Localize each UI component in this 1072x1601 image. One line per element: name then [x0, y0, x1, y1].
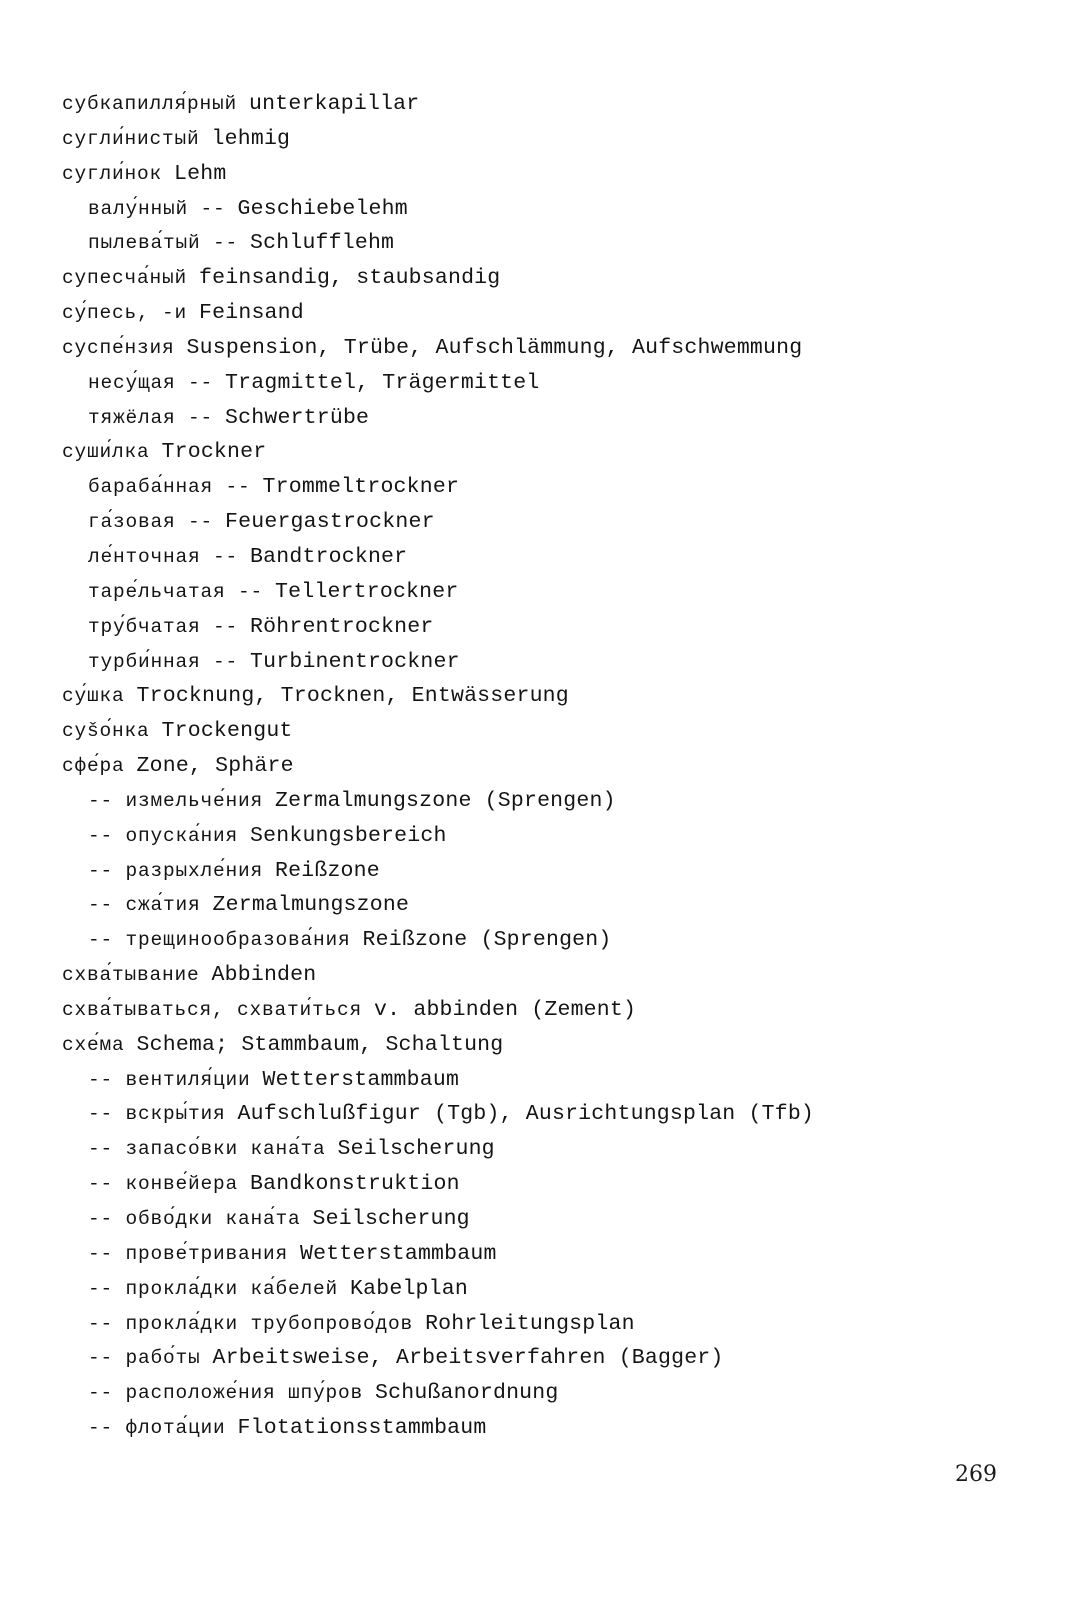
german-translation: unterkapillar [249, 92, 420, 116]
dictionary-subentry [62, 1097, 1052, 1132]
russian-term: схва́тывание [62, 964, 200, 987]
dictionary-entry [62, 958, 1052, 993]
german-translation: Trocknung, Trocknen, Entwässerung [136, 684, 569, 709]
russian-term: турби́нная -- [88, 650, 239, 673]
german-translation: Zone, Sphäre [136, 754, 294, 779]
dictionary-subentry [62, 819, 1052, 854]
german-translation: Tellertrockner [275, 579, 459, 604]
dictionary-subentry [62, 1167, 1052, 1202]
russian-term: тяжёлая -- [88, 406, 214, 429]
dictionary-entry [62, 122, 1052, 157]
dictionary-subentry [62, 1132, 1052, 1167]
dictionary-entry [62, 435, 1052, 470]
dictionary-subentry [62, 1341, 1052, 1376]
russian-term: бараба́нная -- [88, 476, 251, 499]
russian-term: схва́тываться, схвати́ться [62, 998, 363, 1021]
german-translation: Wetterstammbaum [300, 1241, 497, 1266]
russian-term: тру́бчатая -- [88, 615, 239, 638]
russian-term: -- трещинообразова́ния [88, 929, 351, 952]
russian-term: су́песь, -и [62, 302, 188, 325]
german-translation: feinsandig, staubsandig [199, 266, 501, 291]
russian-term: -- опуска́ния [88, 824, 239, 847]
russian-term: -- разрыхле́ния [88, 859, 264, 882]
page-number: 269 [955, 1462, 997, 1487]
dictionary-subentry [62, 610, 1052, 645]
russian-term: -- обво́дки кана́та [88, 1208, 301, 1230]
russian-term: -- прове́тривания [88, 1242, 289, 1265]
german-translation: Schwertrübe [225, 405, 370, 430]
russian-term: га́зовая -- [88, 511, 214, 534]
dictionary-subentry [62, 923, 1052, 958]
russian-term: -- прокла́дки ка́белей [88, 1277, 339, 1300]
russian-term: пылева́тый -- [88, 232, 239, 255]
dictionary-entries [62, 87, 1052, 1446]
dictionary-entry [62, 261, 1052, 296]
german-translation: Feuergastrockner [225, 510, 435, 535]
german-translation: v. abbinden (Zement) [374, 997, 637, 1022]
russian-term: супесча́ный [62, 267, 188, 290]
russian-term: -- измельче́ния [88, 789, 264, 812]
russian-term: сугли́нистый [62, 127, 200, 150]
russian-term: -- флота́ции [88, 1417, 226, 1440]
russian-term: су́шка [62, 685, 125, 708]
russian-term: таре́льчатая -- [88, 580, 264, 603]
russian-term: -- прокла́дки трубопрово́дов [88, 1312, 414, 1335]
russian-term: -- вскры́тия [88, 1103, 226, 1126]
german-translation: Aufschlußfigur (Tgb), Ausrichtungsplan (Tfb) [237, 1102, 815, 1127]
german-translation: Bandtrockner [250, 544, 408, 569]
dictionary-subentry [62, 226, 1052, 261]
german-translation: Flotationsstammbaum [237, 1416, 487, 1441]
german-translation: Seilscherung [337, 1137, 495, 1162]
dictionary-subentry [62, 1307, 1052, 1342]
dictionary-entry [62, 331, 1052, 366]
german-translation: Suspension, Trübe, Aufschlämmung, Aufschwemmung [186, 335, 803, 360]
russian-term: -- конве́йера [88, 1173, 239, 1196]
russian-term: -- сжа́тия [88, 894, 201, 917]
german-translation: Geschiebelehm [237, 196, 408, 221]
german-translation: Bandkonstruktion [250, 1172, 460, 1197]
german-translation: Trockner [161, 440, 267, 465]
russian-term: сугли́нок [62, 162, 163, 185]
russian-term: ле́нточная -- [88, 545, 239, 568]
german-translation: Röhrentrockner [250, 614, 434, 639]
dictionary-subentry [62, 470, 1052, 505]
dictionary-subentry [62, 1272, 1052, 1307]
german-translation: Arbeitsweise, Arbeitsverfahren (Bagger) [212, 1346, 724, 1371]
dictionary-entry [62, 679, 1052, 714]
dictionary-subentry [62, 645, 1052, 680]
russian-term: -- вентиля́ции [88, 1068, 251, 1091]
german-translation: Zermalmungszone (Sprengen) [275, 788, 616, 813]
german-translation: Rohrleitungsplan [425, 1311, 635, 1336]
russian-term: субкапилля́рный [62, 93, 238, 115]
german-translation: Tragmittel, Trägermittel [225, 370, 540, 395]
dictionary-subentry [62, 1376, 1052, 1411]
german-translation: Trockengut [161, 719, 293, 744]
german-translation: Lehm [174, 161, 227, 186]
german-translation: Wetterstammbaum [262, 1067, 460, 1092]
dictionary-entry [62, 296, 1052, 331]
dictionary-subentry [62, 505, 1052, 540]
german-translation: Reißzone (Sprengen) [362, 928, 612, 953]
german-translation: Feinsand [199, 301, 304, 326]
russian-term: -- расположе́ния шпу́ров [88, 1382, 364, 1405]
russian-term: сфе́ра [62, 755, 125, 778]
german-translation: Kabelplan [350, 1276, 468, 1301]
dictionary-subentry [62, 1063, 1052, 1098]
dictionary-entry [62, 749, 1052, 784]
dictionary-entry [62, 87, 1052, 122]
dictionary-subentry [62, 575, 1052, 610]
dictionary-entry [62, 157, 1052, 192]
dictionary-subentry [62, 366, 1052, 401]
german-translation: Schlufflehm [250, 231, 395, 256]
german-translation: Zermalmungszone [212, 893, 410, 918]
dictionary-subentry [62, 1411, 1052, 1446]
russian-term: валу́нный -- [88, 197, 226, 220]
dictionary-subentry [62, 1202, 1052, 1237]
russian-term: -- рабо́ты [88, 1347, 201, 1370]
russian-term: суšо́нка [62, 720, 150, 743]
german-translation: Seilscherung [312, 1207, 470, 1231]
german-translation: lehmig [211, 126, 291, 151]
russian-term: несу́щая -- [88, 371, 214, 394]
dictionary-entry [62, 993, 1052, 1028]
german-translation: Turbinentrockner [250, 649, 460, 674]
dictionary-entry [62, 714, 1052, 749]
russian-term: схе́ма [62, 1033, 125, 1056]
russian-term: суши́лка [62, 441, 150, 464]
dictionary-subentry [62, 854, 1052, 889]
german-translation: Schußanordnung [375, 1381, 559, 1406]
german-translation: Senkungsbereich [250, 823, 447, 848]
dictionary-entry [62, 1028, 1052, 1063]
dictionary-subentry [62, 1237, 1052, 1272]
german-translation: Reißzone [275, 858, 380, 883]
dictionary-subentry [62, 888, 1052, 923]
dictionary-subentry [62, 540, 1052, 575]
dictionary-subentry [62, 401, 1052, 436]
dictionary-subentry [62, 784, 1052, 819]
russian-term: суспе́нзия [62, 336, 175, 359]
german-translation: Schema; Stammbaum, Schaltung [136, 1032, 504, 1057]
german-translation: Abbinden [211, 963, 317, 988]
russian-term: -- запасо́вки кана́та [88, 1138, 326, 1161]
german-translation: Trommeltrockner [262, 475, 460, 500]
dictionary-subentry [62, 192, 1052, 227]
